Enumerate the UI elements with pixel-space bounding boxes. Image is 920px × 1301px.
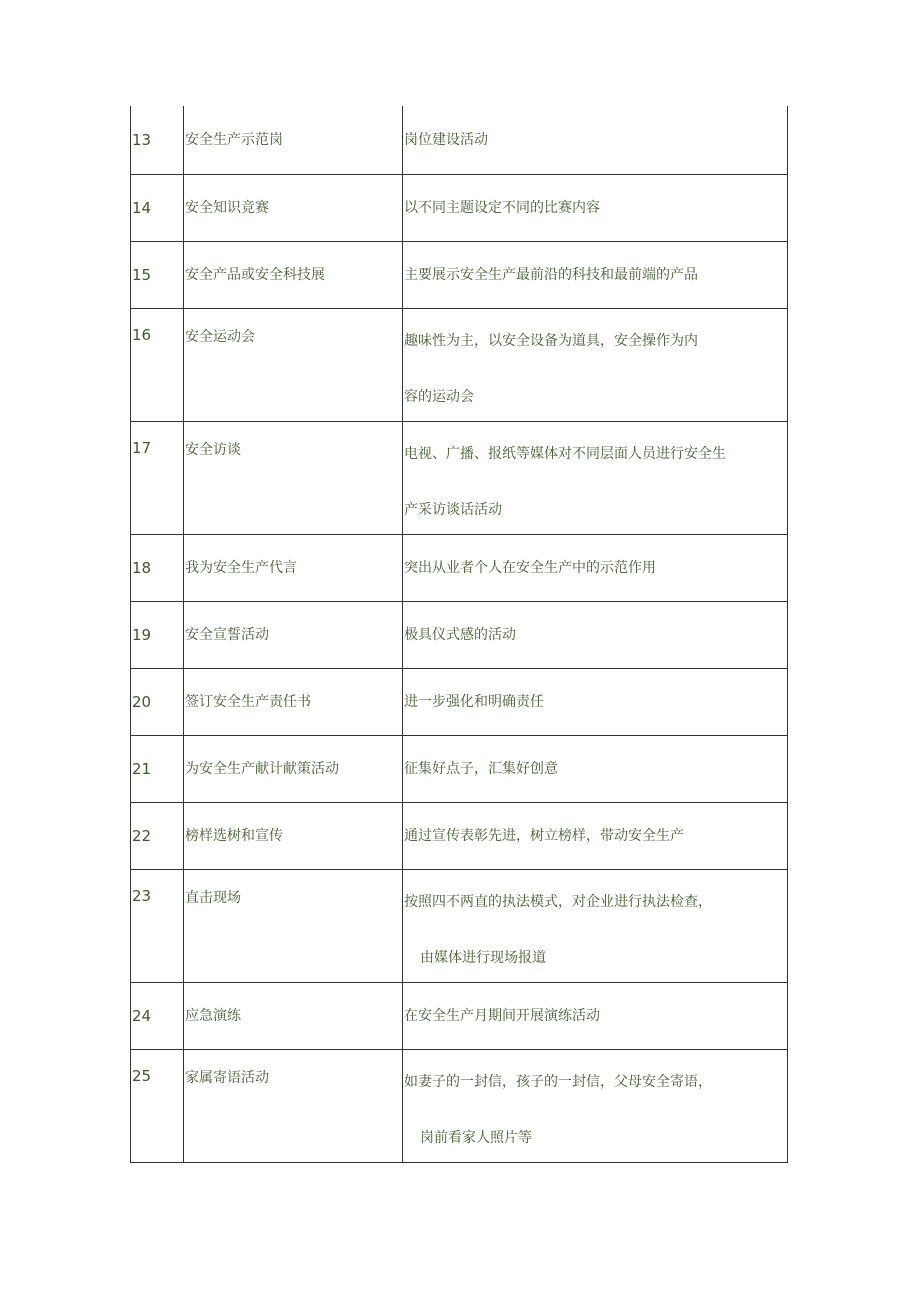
cell-activity [184,870,403,983]
description-line: 产采访谈话活动 [404,502,502,518]
description-line: 趣味性为主，以安全设备为道具，安全操作为内 [404,333,698,349]
cell-description [403,242,788,309]
row-number: 16 [132,326,152,344]
cell-number [131,1050,184,1163]
cell-activity [184,1050,403,1163]
cell-description [403,602,788,669]
activity-name: 安全产品或安全科技展 [185,267,325,283]
cell-number [131,422,184,535]
cell-activity [184,242,403,309]
cell-activity [184,309,403,422]
cell-number [131,736,184,803]
activity-description [403,422,787,520]
cell-description [403,1050,788,1163]
activity-name: 安全宣誓活动 [185,627,269,643]
cell-activity [184,106,403,175]
table-row [131,535,788,602]
activity-name: 安全生产示范岗 [185,132,283,148]
activity-description [403,1050,787,1148]
activity-name: 安全运动会 [185,329,255,345]
cell-description [403,175,788,242]
cell-description [403,870,788,983]
activity-name: 签订安全生产责任书 [185,694,311,710]
cell-number [131,535,184,602]
row-number: 18 [132,559,152,577]
row-number: 20 [132,693,152,711]
row-number: 22 [132,827,152,845]
activity-name: 家属寄语活动 [185,1070,269,1086]
activity-description: 以不同主题设定不同的比赛内容 [404,200,600,216]
table-row [131,602,788,669]
description-line: 岗前看家人照片等 [420,1130,532,1146]
cell-description [403,983,788,1050]
cell-activity [184,736,403,803]
activity-name: 安全知识竞赛 [185,200,269,216]
table-row [131,736,788,803]
activity-description: 突出从业者个人在安全生产中的示范作用 [404,560,656,576]
activity-name: 应急演练 [185,1008,241,1024]
cell-number [131,175,184,242]
description-line: 如妻子的一封信，孩子的一封信，父母安全寄语， [404,1074,712,1090]
table-row [131,106,788,175]
table-row [131,175,788,242]
cell-number [131,870,184,983]
cell-number [131,983,184,1050]
cell-activity [184,602,403,669]
row-number: 19 [132,626,152,644]
activity-description: 在安全生产月期间开展演练活动 [404,1008,600,1024]
activities-table [130,106,788,1163]
cell-number [131,803,184,870]
description-line: 由媒体进行现场报道 [420,950,546,966]
cell-description [403,736,788,803]
cell-description [403,422,788,535]
row-number: 17 [132,439,152,457]
activity-description: 进一步强化和明确责任 [404,694,544,710]
row-number: 13 [132,131,152,149]
activity-name: 直击现场 [185,890,241,906]
activity-name: 榜样选树和宣传 [185,828,283,844]
row-number: 14 [132,199,152,217]
row-number: 15 [132,266,152,284]
row-number: 24 [132,1007,152,1025]
activity-description [403,309,787,407]
activity-name: 为安全生产献计献策活动 [185,761,339,777]
description-line: 容的运动会 [404,389,474,405]
table-row [131,422,788,535]
activity-name: 我为安全生产代言 [185,560,297,576]
cell-activity [184,175,403,242]
table-row [131,242,788,309]
row-number: 23 [132,887,152,905]
table-row [131,803,788,870]
description-line: 按照四不两直的执法模式，对企业进行执法检查， [404,894,712,910]
activity-description: 主要展示安全生产最前沿的科技和最前端的产品 [404,267,698,283]
cell-number [131,602,184,669]
description-line: 电视、广播、报纸等媒体对不同层面人员进行安全生 [404,446,726,462]
activity-description: 通过宣传表彰先进，树立榜样，带动安全生产 [404,828,684,844]
table-row [131,870,788,983]
cell-description [403,106,788,175]
cell-activity [184,983,403,1050]
activity-description: 征集好点子，汇集好创意 [404,761,558,777]
cell-description [403,669,788,736]
cell-number [131,309,184,422]
table-row [131,983,788,1050]
activity-description [403,870,787,968]
table-row [131,669,788,736]
activity-description: 极具仪式感的活动 [404,627,516,643]
cell-activity [184,803,403,870]
cell-activity [184,422,403,535]
row-number: 25 [132,1067,152,1085]
cell-number [131,242,184,309]
table-row [131,1050,788,1163]
table-row [131,309,788,422]
cell-description [403,803,788,870]
activity-name: 安全访谈 [185,442,241,458]
activity-description: 岗位建设活动 [404,132,488,148]
cell-activity [184,535,403,602]
row-number: 21 [132,760,152,778]
cell-number [131,669,184,736]
cell-number [131,106,184,175]
cell-description [403,535,788,602]
cell-activity [184,669,403,736]
cell-description [403,309,788,422]
